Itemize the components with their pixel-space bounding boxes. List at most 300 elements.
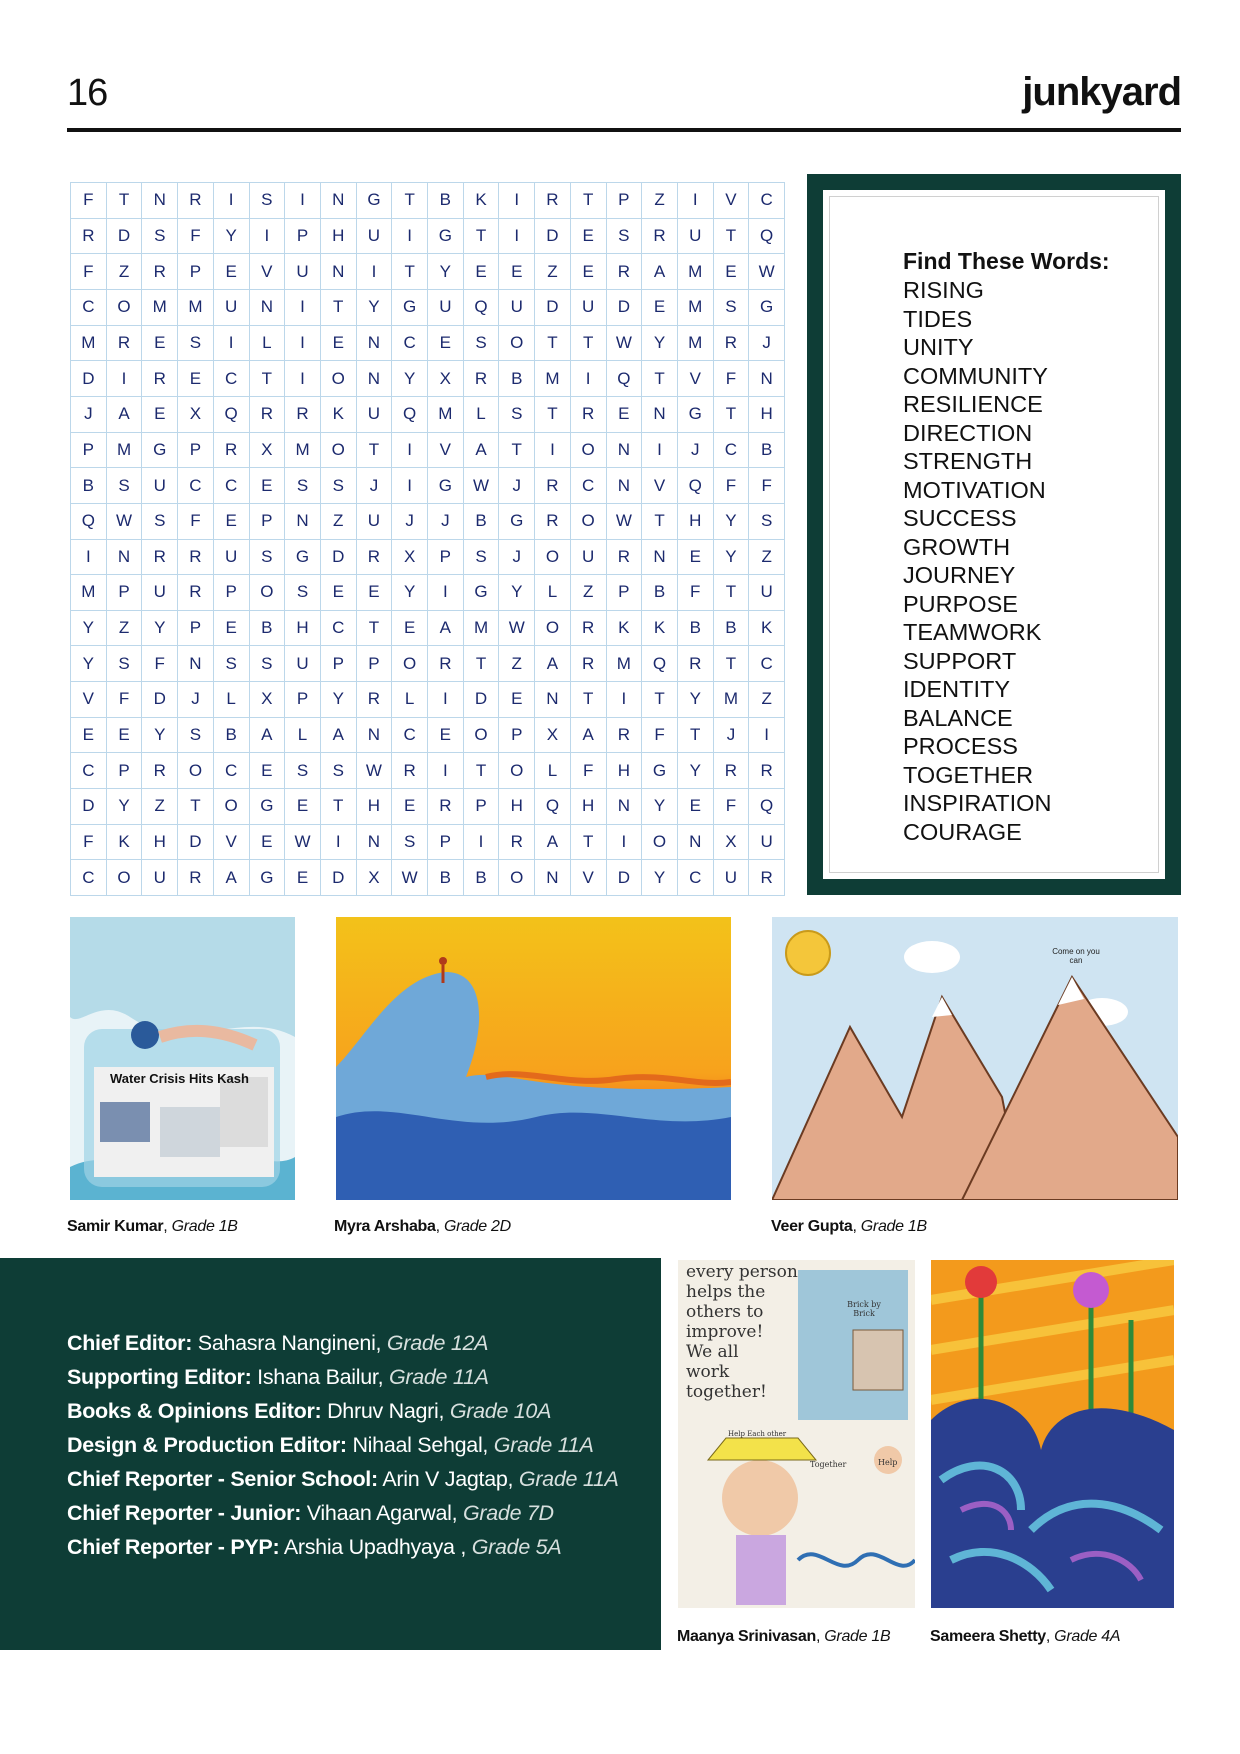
grid-cell: J	[428, 504, 464, 540]
grid-cell: M	[71, 575, 107, 611]
grid-cell: E	[499, 254, 535, 290]
credit-role: Books & Opinions Editor:	[67, 1399, 322, 1423]
grid-cell: R	[607, 540, 643, 576]
grid-cell: A	[535, 825, 571, 861]
grid-cell: W	[464, 468, 500, 504]
grid-cell: N	[678, 825, 714, 861]
find-word-item: GROWTH	[903, 533, 1011, 560]
grid-cell: E	[642, 290, 678, 326]
grid-cell: D	[142, 682, 178, 718]
grid-cell: L	[464, 397, 500, 433]
grid-cell: T	[357, 611, 393, 647]
grid-cell: S	[499, 397, 535, 433]
grid-cell: I	[357, 254, 393, 290]
grid-cell: R	[142, 753, 178, 789]
artist-grade: Grade 1B	[824, 1628, 891, 1645]
grid-cell: I	[285, 326, 321, 362]
grid-cell: P	[428, 540, 464, 576]
grid-cell: R	[178, 540, 214, 576]
grid-cell: P	[285, 219, 321, 255]
grid-cell: J	[178, 682, 214, 718]
grid-cell: S	[392, 825, 428, 861]
grid-cell: W	[607, 504, 643, 540]
grid-cell: Y	[392, 361, 428, 397]
grid-cell: N	[535, 860, 571, 896]
grid-cell: A	[214, 860, 250, 896]
grid-cell: R	[571, 397, 607, 433]
grid-cell: R	[714, 753, 750, 789]
grid-cell: V	[71, 682, 107, 718]
grid-cell: F	[749, 468, 785, 504]
grid-cell: I	[250, 219, 286, 255]
grid-cell: P	[71, 433, 107, 469]
grid-cell: Q	[607, 361, 643, 397]
grid-cell: W	[285, 825, 321, 861]
find-words-list	[903, 276, 1051, 846]
grid-cell: O	[499, 860, 535, 896]
grid-cell: G	[464, 575, 500, 611]
grid-cell: B	[464, 860, 500, 896]
grid-cell: M	[285, 433, 321, 469]
caption-myra-arshaba: Myra Arshaba, Grade 2D	[334, 1218, 511, 1235]
handwriting-line: helps the	[686, 1282, 766, 1302]
grid-cell: P	[607, 575, 643, 611]
grid-cell: U	[714, 860, 750, 896]
grid-cell: T	[392, 183, 428, 219]
grid-cell: A	[107, 397, 143, 433]
grid-cell: X	[428, 361, 464, 397]
grid-cell: J	[499, 540, 535, 576]
artwork-headline: Water Crisis Hits Kash	[110, 1071, 249, 1086]
grid-cell: Y	[678, 753, 714, 789]
grid-cell: B	[71, 468, 107, 504]
artwork-handwriting	[686, 1262, 798, 1402]
grid-cell: O	[321, 433, 357, 469]
grid-cell: O	[642, 825, 678, 861]
page-number: 16	[67, 72, 108, 114]
grid-cell: Q	[749, 789, 785, 825]
grid-cell: H	[285, 611, 321, 647]
grid-cell: N	[285, 504, 321, 540]
grid-cell: P	[214, 575, 250, 611]
grid-cell: Q	[392, 397, 428, 433]
grid-cell: T	[178, 789, 214, 825]
grid-cell: J	[678, 433, 714, 469]
grid-cell: Y	[142, 718, 178, 754]
find-word-item: BALANCE	[903, 704, 1013, 731]
grid-cell: P	[499, 718, 535, 754]
grid-cell: L	[250, 326, 286, 362]
grid-cell: L	[535, 575, 571, 611]
grid-cell: I	[214, 326, 250, 362]
grid-cell: D	[71, 361, 107, 397]
grid-cell: G	[392, 290, 428, 326]
brand-logo: junkyard	[1022, 70, 1181, 114]
find-word-item: PROCESS	[903, 733, 1018, 759]
grid-cell: N	[178, 646, 214, 682]
grid-cell: K	[642, 611, 678, 647]
grid-cell: Y	[392, 575, 428, 611]
grid-cell: J	[499, 468, 535, 504]
grid-cell: H	[357, 789, 393, 825]
grid-cell: U	[749, 575, 785, 611]
grid-cell: I	[607, 682, 643, 718]
grid-cell: B	[678, 611, 714, 647]
grid-cell: R	[142, 254, 178, 290]
grid-cell: M	[142, 290, 178, 326]
find-word-item: TIDES	[903, 305, 973, 332]
grid-cell: R	[428, 789, 464, 825]
caption-veer-gupta: Veer Gupta, Grade 1B	[771, 1218, 927, 1235]
find-word-item: MOTIVATION	[903, 476, 1046, 503]
grid-cell: T	[499, 433, 535, 469]
grid-cell: N	[749, 361, 785, 397]
grid-cell: E	[571, 254, 607, 290]
grid-cell: G	[499, 504, 535, 540]
grid-cell: R	[678, 646, 714, 682]
grid-cell: Z	[142, 789, 178, 825]
grid-cell: E	[71, 718, 107, 754]
grid-cell: M	[678, 290, 714, 326]
grid-cell: T	[250, 361, 286, 397]
credit-grade: Grade 11A	[388, 1365, 489, 1389]
grid-cell: Q	[642, 646, 678, 682]
grid-cell: Y	[714, 540, 750, 576]
grid-cell: Q	[464, 290, 500, 326]
grid-cell: R	[214, 433, 250, 469]
grid-cell: R	[464, 361, 500, 397]
grid-cell: J	[392, 504, 428, 540]
grid-cell: A	[571, 718, 607, 754]
grid-cell: E	[214, 611, 250, 647]
grid-cell: R	[71, 219, 107, 255]
grid-cell: N	[321, 254, 357, 290]
word-search-grid	[70, 182, 785, 896]
grid-cell: D	[321, 540, 357, 576]
credit-role: Design & Production Editor:	[67, 1433, 347, 1457]
grid-cell: I	[392, 468, 428, 504]
find-word-item: UNITY	[903, 334, 974, 360]
grid-cell: F	[571, 753, 607, 789]
grid-cell: Z	[107, 611, 143, 647]
grid-cell: S	[285, 468, 321, 504]
grid-cell: O	[250, 575, 286, 611]
grid-cell: D	[607, 290, 643, 326]
grid-cell: U	[214, 540, 250, 576]
grid-cell: I	[499, 183, 535, 219]
grid-cell: F	[107, 682, 143, 718]
grid-cell: R	[285, 397, 321, 433]
grid-cell: B	[714, 611, 750, 647]
grid-cell: T	[107, 183, 143, 219]
grid-cell: S	[285, 575, 321, 611]
artwork-veer-gupta	[772, 917, 1178, 1200]
grid-cell: T	[464, 753, 500, 789]
artwork-speech-bubble: Come on you can	[1052, 947, 1100, 965]
grid-cell: Y	[678, 682, 714, 718]
grid-cell: E	[428, 718, 464, 754]
grid-cell: E	[428, 326, 464, 362]
grid-cell: O	[392, 646, 428, 682]
grid-cell: N	[357, 326, 393, 362]
grid-cell: C	[392, 718, 428, 754]
find-word-item: RESILIENCE	[903, 391, 1043, 417]
grid-cell: R	[392, 753, 428, 789]
grid-cell: Y	[71, 646, 107, 682]
grid-cell: A	[464, 433, 500, 469]
grid-cell: I	[71, 540, 107, 576]
grid-cell: N	[357, 825, 393, 861]
grid-cell: X	[250, 682, 286, 718]
grid-cell: T	[321, 789, 357, 825]
grid-cell: N	[535, 682, 571, 718]
grid-cell: T	[535, 326, 571, 362]
grid-cell: S	[250, 646, 286, 682]
credit-line	[67, 1428, 619, 1462]
grid-cell: Y	[107, 789, 143, 825]
grid-cell: D	[535, 219, 571, 255]
speech-bubble: Together	[810, 1460, 847, 1469]
grid-cell: E	[214, 254, 250, 290]
grid-cell: D	[321, 860, 357, 896]
grid-cell: S	[107, 468, 143, 504]
grid-cell: D	[71, 789, 107, 825]
grid-cell: C	[214, 361, 250, 397]
grid-cell: S	[107, 646, 143, 682]
grid-cell: U	[678, 219, 714, 255]
grid-cell: N	[607, 433, 643, 469]
grid-cell: T	[321, 290, 357, 326]
grid-cell: P	[428, 825, 464, 861]
grid-cell: C	[71, 753, 107, 789]
grid-cell: V	[678, 361, 714, 397]
speech-bubble: Help	[878, 1458, 898, 1467]
grid-cell: Y	[499, 575, 535, 611]
grid-cell: V	[214, 825, 250, 861]
grid-cell: F	[678, 575, 714, 611]
grid-cell: S	[250, 540, 286, 576]
grid-cell: A	[250, 718, 286, 754]
credit-grade: Grade 7D	[462, 1501, 554, 1525]
grid-cell: N	[642, 540, 678, 576]
grid-cell: Z	[749, 682, 785, 718]
credit-role: Chief Reporter - Senior School:	[67, 1467, 378, 1491]
credit-role: Chief Reporter - Junior:	[67, 1501, 302, 1525]
grid-cell: G	[250, 860, 286, 896]
grid-cell: R	[535, 468, 571, 504]
grid-cell: Y	[214, 219, 250, 255]
handwriting-line: work	[686, 1362, 730, 1382]
grid-cell: T	[642, 504, 678, 540]
grid-cell: R	[571, 646, 607, 682]
grid-cell: D	[535, 290, 571, 326]
grid-cell: I	[392, 219, 428, 255]
grid-cell: Z	[499, 646, 535, 682]
caption-samir-kumar: Samir Kumar, Grade 1B	[67, 1218, 238, 1235]
grid-cell: F	[178, 504, 214, 540]
grid-cell: M	[107, 433, 143, 469]
grid-cell: X	[250, 433, 286, 469]
grid-cell: U	[285, 254, 321, 290]
grid-cell: V	[714, 183, 750, 219]
grid-cell: C	[321, 611, 357, 647]
credit-name: Dhruv Nagri,	[327, 1399, 445, 1423]
grid-cell: L	[285, 718, 321, 754]
grid-cell: T	[535, 397, 571, 433]
grid-cell: I	[678, 183, 714, 219]
grid-cell: Y	[642, 860, 678, 896]
grid-cell: R	[107, 326, 143, 362]
grid-cell: E	[107, 718, 143, 754]
grid-cell: S	[607, 219, 643, 255]
grid-cell: S	[178, 718, 214, 754]
grid-cell: U	[499, 290, 535, 326]
credit-role: Supporting Editor:	[67, 1365, 252, 1389]
grid-cell: U	[142, 860, 178, 896]
grid-cell: C	[571, 468, 607, 504]
grid-cell: B	[499, 361, 535, 397]
credits-list	[67, 1326, 619, 1564]
grid-cell: G	[285, 540, 321, 576]
grid-cell: X	[357, 860, 393, 896]
grid-cell: D	[464, 682, 500, 718]
grid-cell: T	[642, 361, 678, 397]
grid-cell: I	[499, 219, 535, 255]
grid-cell: C	[749, 646, 785, 682]
find-words-title: Find These Words:	[903, 248, 1110, 274]
grid-cell: S	[250, 183, 286, 219]
find-word-item: RISING	[903, 277, 984, 303]
grid-cell: H	[142, 825, 178, 861]
grid-cell: N	[250, 290, 286, 326]
grid-cell: S	[285, 753, 321, 789]
grid-cell: K	[321, 397, 357, 433]
credit-line	[67, 1496, 619, 1530]
grid-cell: I	[214, 183, 250, 219]
grid-cell: U	[142, 468, 178, 504]
grid-cell: T	[571, 183, 607, 219]
grid-cell: O	[571, 504, 607, 540]
grid-cell: R	[607, 718, 643, 754]
grid-cell: U	[142, 575, 178, 611]
grid-cell: S	[142, 219, 178, 255]
grid-cell: E	[142, 326, 178, 362]
grid-cell: Q	[749, 219, 785, 255]
credit-name: Nihaal Sehgal,	[352, 1433, 489, 1457]
handwriting-line: We all	[686, 1342, 739, 1362]
grid-cell: T	[571, 825, 607, 861]
grid-cell: W	[499, 611, 535, 647]
grid-cell: I	[607, 825, 643, 861]
grid-cell: A	[321, 718, 357, 754]
grid-cell: Y	[714, 504, 750, 540]
grid-cell: N	[642, 397, 678, 433]
grid-cell: I	[464, 825, 500, 861]
grid-cell: E	[321, 575, 357, 611]
grid-cell: L	[214, 682, 250, 718]
grid-cell: N	[321, 183, 357, 219]
grid-cell: I	[392, 433, 428, 469]
artwork-samir-kumar	[70, 917, 295, 1200]
grid-cell: C	[214, 468, 250, 504]
speech-bubble: Brick by Brick	[847, 1300, 881, 1318]
find-word-item: JOURNEY	[903, 562, 1016, 588]
grid-cell: Z	[535, 254, 571, 290]
credit-name: Arshia Upadhyaya ,	[283, 1535, 467, 1559]
grid-cell: C	[178, 468, 214, 504]
grid-cell: E	[464, 254, 500, 290]
credit-grade: Grade 11A	[518, 1467, 619, 1491]
grid-cell: R	[535, 504, 571, 540]
grid-cell: C	[714, 433, 750, 469]
find-word-item: INSPIRATION	[903, 790, 1052, 816]
grid-cell: O	[535, 540, 571, 576]
find-word-item: PURPOSE	[903, 590, 1018, 617]
grid-cell: I	[749, 718, 785, 754]
grid-cell: E	[607, 397, 643, 433]
grid-cell: P	[357, 646, 393, 682]
grid-cell: X	[178, 397, 214, 433]
find-words-panel	[807, 174, 1181, 895]
grid-cell: S	[178, 326, 214, 362]
grid-cell: T	[357, 433, 393, 469]
grid-cell: L	[535, 753, 571, 789]
grid-cell: P	[250, 504, 286, 540]
credit-line	[67, 1462, 619, 1496]
grid-cell: C	[214, 753, 250, 789]
grid-cell: Y	[142, 611, 178, 647]
grid-cell: K	[607, 611, 643, 647]
artist-grade: Grade 2D	[443, 1218, 511, 1235]
grid-cell: D	[607, 860, 643, 896]
grid-cell: P	[178, 433, 214, 469]
grid-cell: O	[499, 753, 535, 789]
grid-cell: T	[714, 397, 750, 433]
grid-cell: B	[464, 504, 500, 540]
grid-cell: U	[571, 540, 607, 576]
grid-cell: J	[749, 326, 785, 362]
grid-cell: E	[714, 254, 750, 290]
grid-cell: R	[428, 646, 464, 682]
artist-name: Veer Gupta	[771, 1218, 853, 1235]
credit-role: Chief Reporter - PYP:	[67, 1535, 280, 1559]
grid-cell: B	[428, 860, 464, 896]
credit-line	[67, 1360, 619, 1394]
grid-cell: T	[714, 646, 750, 682]
grid-cell: U	[285, 646, 321, 682]
grid-cell: T	[571, 326, 607, 362]
grid-cell: U	[571, 290, 607, 326]
artist-name: Sameera Shetty	[930, 1628, 1046, 1645]
grid-cell: M	[678, 254, 714, 290]
grid-cell: L	[392, 682, 428, 718]
grid-cell: N	[107, 540, 143, 576]
grid-cell: I	[285, 183, 321, 219]
grid-cell: U	[357, 397, 393, 433]
grid-cell: E	[678, 789, 714, 825]
artwork-maanya-srinivasan	[678, 1260, 915, 1608]
handwriting-line: improve!	[686, 1322, 764, 1342]
grid-cell: R	[142, 540, 178, 576]
handwriting-line: every person	[686, 1262, 798, 1282]
grid-cell: U	[357, 504, 393, 540]
grid-cell: Y	[642, 789, 678, 825]
grid-cell: W	[357, 753, 393, 789]
grid-cell: U	[357, 219, 393, 255]
credit-grade: Grade 10A	[449, 1399, 552, 1423]
grid-cell: D	[107, 219, 143, 255]
grid-cell: N	[607, 468, 643, 504]
